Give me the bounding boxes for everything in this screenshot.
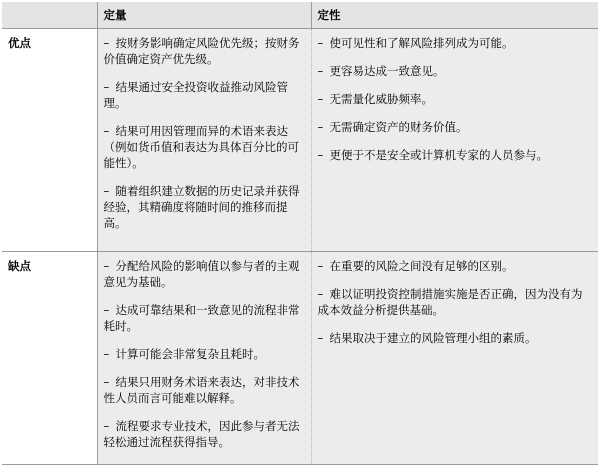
list-item: – 计算可能会非常复杂且耗时。 (103, 347, 265, 361)
row-advantages (2, 29, 598, 252)
list-item: – 结果通过安全投资收益推动风险管理。 (103, 80, 288, 110)
header-blank (2, 2, 97, 29)
row-disadvantages (2, 252, 598, 465)
list-item: – 按财务影响确定风险优先级；按财务价值确定资产优先级。 (103, 36, 300, 66)
bullet-dash: – (103, 303, 110, 317)
bullet-dash: – (103, 36, 110, 50)
bullet-dash: – (103, 347, 110, 361)
disadvantages-quantitative-cell (97, 252, 311, 465)
header-row (2, 2, 598, 29)
bullet-dash: – (317, 36, 324, 50)
list-item: – 结果可用因管理而异的术语来表达（例如货币值和表达为具体百分比的可能性）。 (103, 124, 299, 170)
list-item: – 达成可靠结果和一致意见的流程非常耗时。 (103, 303, 300, 333)
list-item: – 难以证明投资控制措施实施是否正确，因为没有为成本效益分析提供基础。 (317, 287, 583, 317)
bullet-dash: – (317, 64, 324, 78)
bullet-dash: – (317, 92, 324, 106)
bullet-dash: – (103, 124, 110, 138)
list-item: – 流程要求专业技术，因此参与者无法轻松通过流程获得指导。 (103, 419, 300, 449)
header-quantitative: 定量 (97, 2, 311, 29)
advantages-qualitative-cell (311, 29, 598, 252)
list-item: – 无需量化威胁频率。 (317, 92, 433, 106)
disadvantages-qualitative-cell (311, 252, 598, 465)
bullet-dash: – (317, 259, 324, 273)
list-item: – 使可见性和了解风险排列成为可能。 (317, 36, 514, 50)
list-item: – 更容易达成一致意见。 (317, 64, 445, 78)
bullet-dash: – (103, 80, 110, 94)
bullet-dash: – (317, 331, 324, 345)
row-label-disadvantages: 缺点 (2, 252, 97, 465)
comparison-table (2, 2, 598, 465)
bullet-dash: – (103, 184, 110, 198)
bullet-dash: – (103, 419, 110, 433)
bullet-dash: – (103, 259, 110, 273)
list-item: – 分配给风险的影响值以参与者的主观意见为基础。 (103, 259, 300, 289)
bullet-dash: – (317, 148, 324, 162)
list-item: – 在重要的风险之间没有足够的区别。 (317, 259, 514, 273)
header-qualitative: 定性 (311, 2, 598, 29)
bullet-dash: – (317, 120, 324, 134)
list-item: – 无需确定资产的财务价值。 (317, 120, 468, 134)
bullet-dash: – (103, 375, 110, 389)
advantages-quantitative-cell (97, 29, 311, 252)
list-item: – 更便于不是安全或计算机专家的人员参与。 (317, 148, 548, 162)
list-item: – 随着组织建立数据的历史记录并获得经验，其精确度将随时间的推移而提高。 (103, 184, 300, 230)
row-label-advantages: 优点 (2, 29, 97, 252)
list-item: – 结果取决于建立的风险管理小组的素质。 (317, 331, 537, 345)
bullet-dash: – (317, 287, 324, 301)
list-item: – 结果只用财务术语来表达，对非技术性人员而言可能难以解释。 (103, 375, 300, 405)
